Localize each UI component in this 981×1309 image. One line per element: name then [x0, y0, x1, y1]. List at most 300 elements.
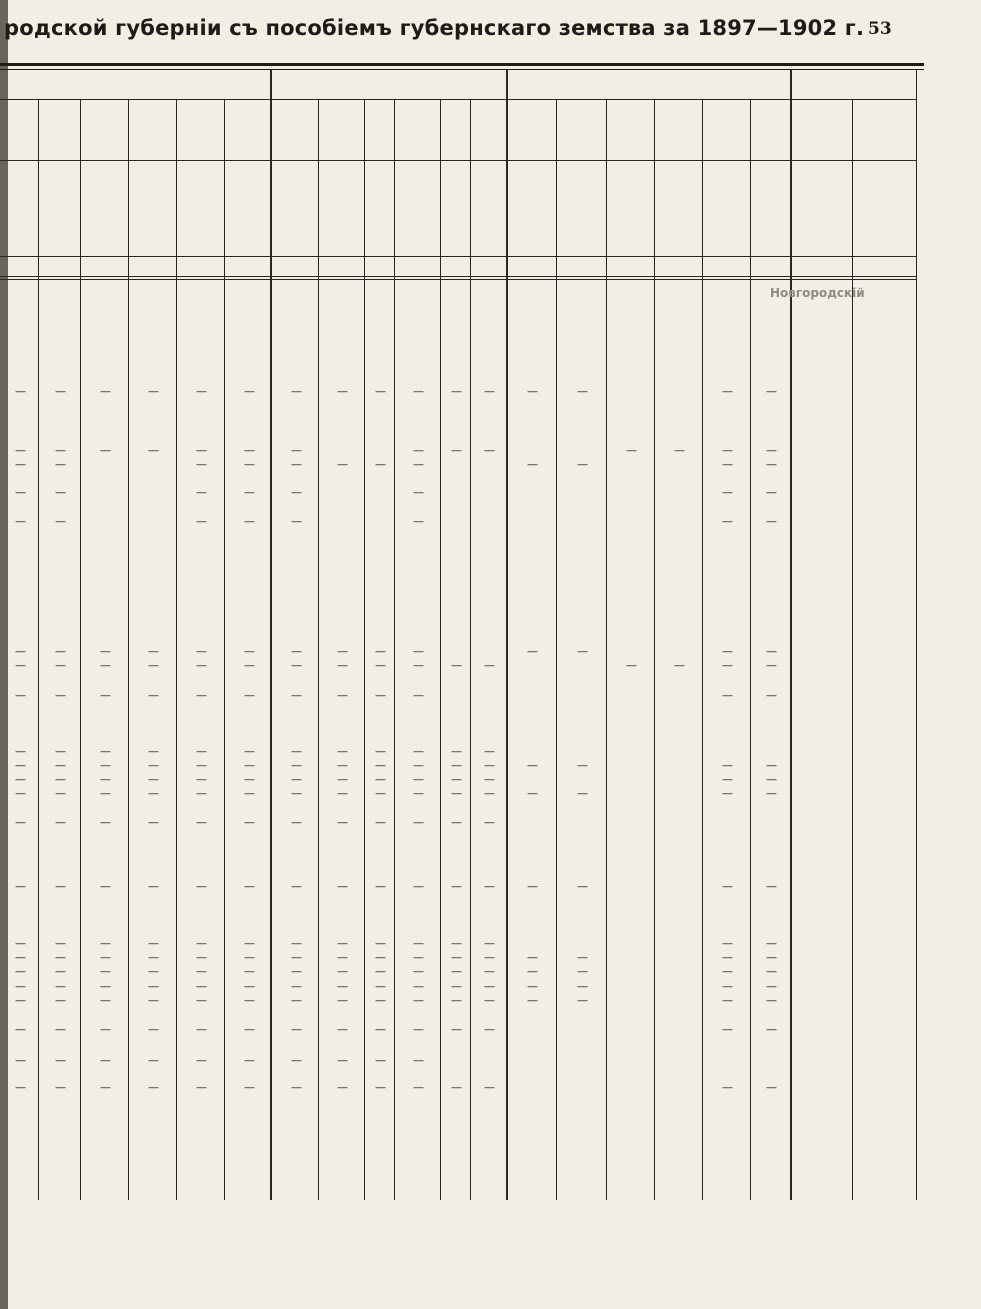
empty-cell-dash: — [413, 965, 424, 978]
empty-cell-dash: — [100, 645, 111, 658]
empty-cell-dash: — [15, 787, 26, 800]
empty-cell-dash: — [337, 1081, 348, 1094]
empty-cell-dash: — [375, 1081, 386, 1094]
empty-cell-dash: — [337, 965, 348, 978]
empty-cell-dash: — [577, 385, 588, 398]
empty-cell-dash: — [55, 787, 66, 800]
empty-cell-dash: — [577, 965, 588, 978]
empty-cell-dash: — [100, 1081, 111, 1094]
empty-cell-dash: — [291, 486, 302, 499]
empty-cell-dash: — [55, 773, 66, 786]
empty-cell-dash: — [413, 458, 424, 471]
empty-cell-dash: — [413, 994, 424, 1007]
empty-cell-dash: — [375, 965, 386, 978]
empty-cell-dash: — [722, 458, 733, 471]
empty-cell-dash: — [291, 937, 302, 950]
empty-cell-dash: — [196, 951, 207, 964]
empty-cell-dash: — [766, 458, 777, 471]
column-divider-line [38, 100, 39, 1200]
empty-cell-dash: — [291, 773, 302, 786]
empty-cell-dash: — [337, 1054, 348, 1067]
empty-cell-dash: — [527, 759, 538, 772]
subgroup-divider-line [702, 100, 703, 160]
empty-cell-dash: — [451, 444, 462, 457]
empty-cell-dash: — [337, 659, 348, 672]
empty-cell-dash: — [337, 980, 348, 993]
column-divider-line [440, 100, 441, 1200]
empty-cell-dash: — [527, 994, 538, 1007]
empty-cell-dash: — [722, 980, 733, 993]
empty-cell-dash: — [337, 994, 348, 1007]
empty-cell-dash: — [375, 880, 386, 893]
empty-cell-dash: — [451, 385, 462, 398]
empty-cell-dash: — [484, 1023, 495, 1036]
empty-cell-dash: — [451, 980, 462, 993]
empty-cell-dash: — [196, 994, 207, 1007]
empty-cell-dash: — [291, 816, 302, 829]
empty-cell-dash: — [674, 444, 685, 457]
empty-cell-dash: — [766, 759, 777, 772]
empty-cell-dash: — [375, 1054, 386, 1067]
empty-cell-dash: — [15, 773, 26, 786]
empty-cell-dash: — [196, 787, 207, 800]
empty-cell-dash: — [196, 745, 207, 758]
group-divider-line [270, 70, 272, 1200]
empty-cell-dash: — [15, 659, 26, 672]
empty-cell-dash: — [722, 773, 733, 786]
empty-cell-dash: — [196, 458, 207, 471]
empty-cell-dash: — [244, 515, 255, 528]
empty-cell-dash: — [577, 880, 588, 893]
empty-cell-dash: — [766, 994, 777, 1007]
empty-cell-dash: — [577, 759, 588, 772]
empty-cell-dash: — [451, 659, 462, 672]
empty-cell-dash: — [451, 951, 462, 964]
empty-cell-dash: — [15, 1081, 26, 1094]
empty-cell-dash: — [100, 880, 111, 893]
empty-cell-dash: — [375, 759, 386, 772]
empty-cell-dash: — [337, 937, 348, 950]
empty-cell-dash: — [100, 965, 111, 978]
empty-cell-dash: — [484, 994, 495, 1007]
empty-cell-dash: — [148, 880, 159, 893]
empty-cell-dash: — [375, 816, 386, 829]
column-divider-line [470, 100, 471, 1200]
empty-cell-dash: — [244, 444, 255, 457]
subgroup-header-rule [0, 160, 916, 161]
empty-cell-dash: — [55, 980, 66, 993]
empty-cell-dash: — [148, 965, 159, 978]
column-divider-line [364, 100, 365, 1200]
empty-cell-dash: — [451, 745, 462, 758]
empty-cell-dash: — [291, 385, 302, 398]
empty-cell-dash: — [484, 773, 495, 786]
empty-cell-dash: — [484, 745, 495, 758]
empty-cell-dash: — [451, 1081, 462, 1094]
empty-cell-dash: — [196, 773, 207, 786]
empty-cell-dash: — [196, 1023, 207, 1036]
empty-cell-dash: — [15, 515, 26, 528]
empty-cell-dash: — [451, 994, 462, 1007]
empty-cell-dash: — [577, 787, 588, 800]
empty-cell-dash: — [413, 385, 424, 398]
empty-cell-dash: — [100, 980, 111, 993]
empty-cell-dash: — [451, 759, 462, 772]
empty-cell-dash: — [337, 759, 348, 772]
empty-cell-dash: — [291, 458, 302, 471]
empty-cell-dash: — [100, 385, 111, 398]
empty-cell-dash: — [527, 980, 538, 993]
empty-cell-dash: — [766, 787, 777, 800]
empty-cell-dash: — [100, 994, 111, 1007]
all-group-divider [852, 100, 853, 256]
empty-cell-dash: — [766, 515, 777, 528]
empty-cell-dash: — [15, 937, 26, 950]
empty-cell-dash: — [100, 1054, 111, 1067]
empty-cell-dash: — [722, 759, 733, 772]
empty-cell-dash: — [291, 659, 302, 672]
empty-cell-dash: — [291, 787, 302, 800]
empty-cell-dash: — [55, 816, 66, 829]
empty-cell-dash: — [375, 787, 386, 800]
empty-cell-dash: — [148, 994, 159, 1007]
empty-cell-dash: — [484, 816, 495, 829]
empty-cell-dash: — [55, 994, 66, 1007]
table-right-border [916, 70, 917, 1200]
empty-cell-dash: — [291, 994, 302, 1007]
empty-cell-dash: — [337, 745, 348, 758]
empty-cell-dash: — [15, 759, 26, 772]
empty-cell-dash: — [337, 458, 348, 471]
empty-cell-dash: — [337, 816, 348, 829]
column-divider-line [176, 100, 177, 1200]
column-divider-line [556, 100, 557, 1200]
empty-cell-dash: — [484, 965, 495, 978]
empty-cell-dash: — [291, 1023, 302, 1036]
empty-cell-dash: — [244, 980, 255, 993]
empty-cell-dash: — [15, 458, 26, 471]
empty-cell-dash: — [55, 745, 66, 758]
empty-cell-dash: — [337, 689, 348, 702]
empty-cell-dash: — [375, 773, 386, 786]
empty-cell-dash: — [196, 645, 207, 658]
empty-cell-dash: — [722, 486, 733, 499]
empty-cell-dash: — [375, 951, 386, 964]
empty-cell-dash: — [413, 1054, 424, 1067]
empty-cell-dash: — [148, 937, 159, 950]
empty-cell-dash: — [244, 1081, 255, 1094]
empty-cell-dash: — [451, 880, 462, 893]
empty-cell-dash: — [484, 1081, 495, 1094]
page-header-title: родской губерніи съ пособіемъ губернскаго земства за 1897—1902 г. [4, 16, 865, 40]
empty-cell-dash: — [766, 1023, 777, 1036]
empty-cell-dash: — [55, 659, 66, 672]
empty-cell-dash: — [484, 980, 495, 993]
empty-cell-dash: — [196, 965, 207, 978]
empty-cell-dash: — [291, 1054, 302, 1067]
empty-cell-dash: — [15, 689, 26, 702]
empty-cell-dash: — [337, 1023, 348, 1036]
empty-cell-dash: — [244, 816, 255, 829]
subgroup-divider-line [364, 100, 365, 160]
empty-cell-dash: — [148, 645, 159, 658]
empty-cell-dash: — [244, 1023, 255, 1036]
empty-cell-dash: — [148, 1054, 159, 1067]
empty-cell-dash: — [413, 689, 424, 702]
empty-cell-dash: — [766, 773, 777, 786]
empty-cell-dash: — [722, 645, 733, 658]
empty-cell-dash: — [375, 980, 386, 993]
subgroup-divider-line [176, 100, 177, 160]
page-binding-shadow [0, 0, 8, 1309]
empty-cell-dash: — [291, 951, 302, 964]
empty-cell-dash: — [722, 965, 733, 978]
empty-cell-dash: — [722, 659, 733, 672]
empty-cell-dash: — [722, 515, 733, 528]
empty-cell-dash: — [577, 951, 588, 964]
empty-cell-dash: — [148, 951, 159, 964]
empty-cell-dash: — [148, 444, 159, 457]
empty-cell-dash: — [148, 759, 159, 772]
empty-cell-dash: — [291, 1081, 302, 1094]
empty-cell-dash: — [766, 689, 777, 702]
empty-cell-dash: — [148, 689, 159, 702]
empty-cell-dash: — [626, 444, 637, 457]
empty-cell-dash: — [766, 1081, 777, 1094]
empty-cell-dash: — [337, 385, 348, 398]
empty-cell-dash: — [244, 645, 255, 658]
empty-cell-dash: — [722, 880, 733, 893]
empty-cell-dash: — [375, 689, 386, 702]
empty-cell-dash: — [100, 1023, 111, 1036]
empty-cell-dash: — [148, 659, 159, 672]
column-divider-line [702, 100, 703, 1200]
empty-cell-dash: — [451, 816, 462, 829]
empty-cell-dash: — [15, 1023, 26, 1036]
empty-cell-dash: — [766, 951, 777, 964]
empty-cell-dash: — [244, 937, 255, 950]
empty-cell-dash: — [375, 645, 386, 658]
empty-cell-dash: — [55, 689, 66, 702]
empty-cell-dash: — [244, 787, 255, 800]
empty-cell-dash: — [15, 980, 26, 993]
empty-cell-dash: — [100, 787, 111, 800]
empty-cell-dash: — [337, 880, 348, 893]
empty-cell-dash: — [196, 444, 207, 457]
header-rule-thin [0, 69, 924, 70]
empty-cell-dash: — [15, 965, 26, 978]
empty-cell-dash: — [291, 515, 302, 528]
empty-cell-dash: — [722, 689, 733, 702]
empty-cell-dash: — [244, 1054, 255, 1067]
empty-cell-dash: — [451, 937, 462, 950]
empty-cell-dash: — [196, 759, 207, 772]
empty-cell-dash: — [375, 937, 386, 950]
empty-cell-dash: — [196, 385, 207, 398]
empty-cell-dash: — [148, 745, 159, 758]
empty-cell-dash: — [196, 1054, 207, 1067]
empty-cell-dash: — [15, 880, 26, 893]
empty-cell-dash: — [484, 951, 495, 964]
empty-cell-dash: — [577, 980, 588, 993]
empty-cell-dash: — [100, 937, 111, 950]
empty-cell-dash: — [55, 880, 66, 893]
column-divider-line [128, 100, 129, 1200]
empty-cell-dash: — [196, 816, 207, 829]
column-divider-line [852, 100, 853, 1200]
empty-cell-dash: — [375, 1023, 386, 1036]
empty-cell-dash: — [55, 385, 66, 398]
empty-cell-dash: — [55, 1081, 66, 1094]
column-divider-line [394, 100, 395, 1200]
group-divider-line [506, 70, 508, 1200]
empty-cell-dash: — [148, 816, 159, 829]
empty-cell-dash: — [766, 880, 777, 893]
empty-cell-dash: — [451, 965, 462, 978]
empty-cell-dash: — [722, 1081, 733, 1094]
empty-cell-dash: — [244, 385, 255, 398]
empty-cell-dash: — [15, 486, 26, 499]
empty-cell-dash: — [766, 937, 777, 950]
empty-cell-dash: — [291, 759, 302, 772]
empty-cell-dash: — [413, 951, 424, 964]
empty-cell-dash: — [626, 659, 637, 672]
empty-cell-dash: — [244, 773, 255, 786]
empty-cell-dash: — [148, 787, 159, 800]
empty-cell-dash: — [766, 385, 777, 398]
empty-cell-dash: — [413, 645, 424, 658]
empty-cell-dash: — [527, 880, 538, 893]
empty-cell-dash: — [55, 951, 66, 964]
empty-cell-dash: — [196, 980, 207, 993]
empty-cell-dash: — [15, 645, 26, 658]
empty-cell-dash: — [291, 980, 302, 993]
empty-cell-dash: — [451, 787, 462, 800]
column-divider-line [80, 100, 81, 1200]
empty-cell-dash: — [451, 1023, 462, 1036]
empty-cell-dash: — [527, 951, 538, 964]
empty-cell-dash: — [337, 645, 348, 658]
empty-cell-dash: — [375, 458, 386, 471]
empty-cell-dash: — [413, 880, 424, 893]
empty-cell-dash: — [100, 444, 111, 457]
empty-cell-dash: — [244, 759, 255, 772]
empty-cell-dash: — [244, 880, 255, 893]
empty-cell-dash: — [722, 385, 733, 398]
empty-cell-dash: — [244, 951, 255, 964]
empty-cell-dash: — [577, 458, 588, 471]
empty-cell-dash: — [413, 773, 424, 786]
empty-cell-dash: — [375, 745, 386, 758]
header-rule [0, 63, 924, 66]
column-number-rule [0, 276, 916, 277]
empty-cell-dash: — [244, 486, 255, 499]
empty-cell-dash: — [55, 458, 66, 471]
empty-cell-dash: — [55, 1023, 66, 1036]
empty-cell-dash: — [413, 659, 424, 672]
empty-cell-dash: — [766, 980, 777, 993]
empty-cell-dash: — [413, 1023, 424, 1036]
empty-cell-dash: — [148, 1081, 159, 1094]
empty-cell-dash: — [148, 773, 159, 786]
empty-cell-dash: — [244, 994, 255, 1007]
group-divider-line [790, 70, 792, 1200]
empty-cell-dash: — [527, 787, 538, 800]
empty-cell-dash: — [413, 980, 424, 993]
subgroup-divider-line [606, 100, 607, 160]
empty-cell-dash: — [766, 486, 777, 499]
empty-cell-dash: — [527, 965, 538, 978]
page-number: 53 [868, 19, 892, 39]
empty-cell-dash: — [413, 745, 424, 758]
empty-cell-dash: — [766, 659, 777, 672]
empty-cell-dash: — [100, 659, 111, 672]
column-divider-line [606, 100, 607, 1200]
empty-cell-dash: — [766, 645, 777, 658]
empty-cell-dash: — [15, 745, 26, 758]
empty-cell-dash: — [196, 486, 207, 499]
empty-cell-dash: — [375, 385, 386, 398]
empty-cell-dash: — [527, 645, 538, 658]
empty-cell-dash: — [15, 385, 26, 398]
empty-cell-dash: — [291, 645, 302, 658]
empty-cell-dash: — [196, 659, 207, 672]
empty-cell-dash: — [15, 994, 26, 1007]
column-label-rule [0, 256, 916, 257]
empty-cell-dash: — [413, 787, 424, 800]
empty-cell-dash: — [527, 385, 538, 398]
empty-cell-dash: — [337, 787, 348, 800]
empty-cell-dash: — [15, 444, 26, 457]
empty-cell-dash: — [100, 759, 111, 772]
empty-cell-dash: — [100, 689, 111, 702]
empty-cell-dash: — [722, 951, 733, 964]
empty-cell-dash: — [55, 937, 66, 950]
empty-cell-dash: — [375, 659, 386, 672]
empty-cell-dash: — [413, 515, 424, 528]
column-number-rule-2 [0, 279, 916, 280]
empty-cell-dash: — [484, 659, 495, 672]
empty-cell-dash: — [722, 937, 733, 950]
empty-cell-dash: — [291, 965, 302, 978]
empty-cell-dash: — [722, 444, 733, 457]
empty-cell-dash: — [55, 759, 66, 772]
empty-cell-dash: — [291, 689, 302, 702]
empty-cell-dash: — [196, 937, 207, 950]
empty-cell-dash: — [413, 486, 424, 499]
empty-cell-dash: — [766, 965, 777, 978]
empty-cell-dash: — [291, 880, 302, 893]
empty-cell-dash: — [244, 745, 255, 758]
region-label: Новгородскій [770, 286, 865, 300]
column-divider-line [654, 100, 655, 1200]
empty-cell-dash: — [413, 816, 424, 829]
subgroup-divider-line [80, 100, 81, 160]
empty-cell-dash: — [484, 385, 495, 398]
empty-cell-dash: — [577, 994, 588, 1007]
group-header-rule [0, 99, 916, 100]
empty-cell-dash: — [337, 951, 348, 964]
empty-cell-dash: — [291, 745, 302, 758]
empty-cell-dash: — [484, 787, 495, 800]
empty-cell-dash: — [244, 458, 255, 471]
empty-cell-dash: — [15, 816, 26, 829]
column-divider-line [318, 100, 319, 1200]
empty-cell-dash: — [577, 645, 588, 658]
empty-cell-dash: — [148, 980, 159, 993]
empty-cell-dash: — [766, 444, 777, 457]
empty-cell-dash: — [722, 787, 733, 800]
